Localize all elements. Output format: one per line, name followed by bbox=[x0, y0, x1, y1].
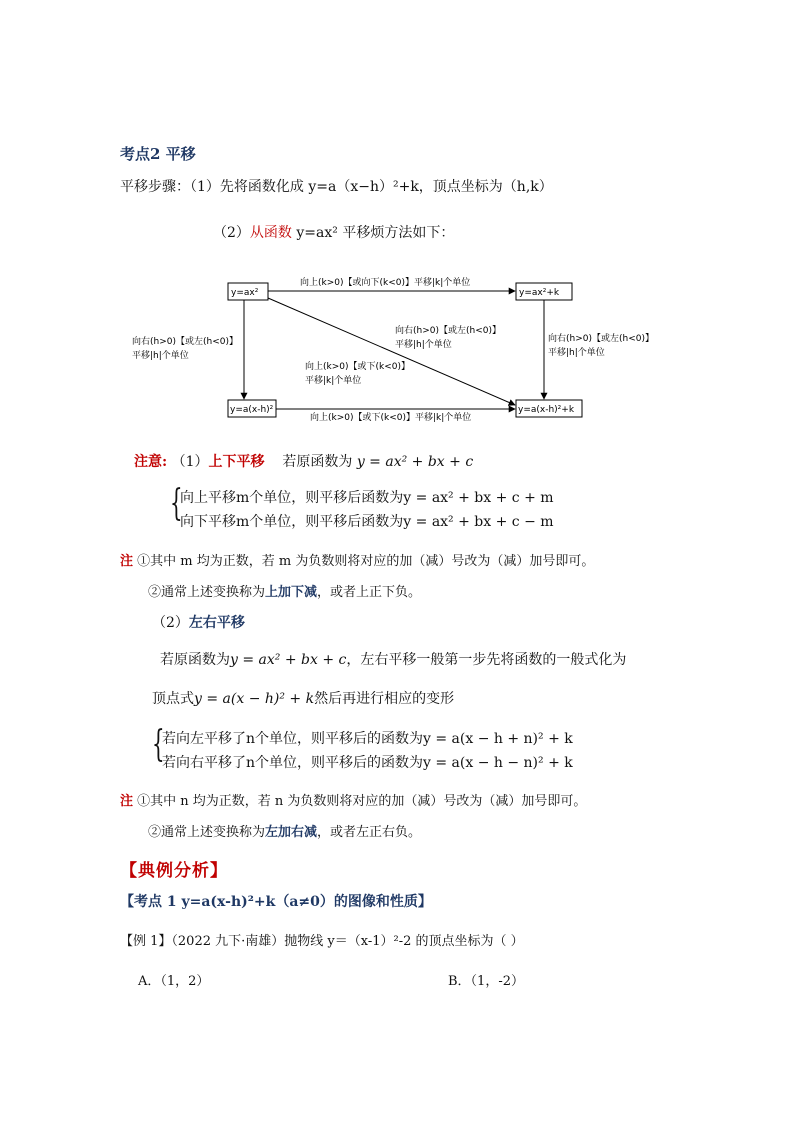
arrow-diagonal bbox=[268, 298, 515, 405]
remark3-label: 注 bbox=[120, 794, 134, 809]
brace-group-vertical bbox=[170, 483, 590, 536]
remark1-text: ①其中 m 均为正数，若 m 为负数则将对应的加（减）号改为（减）加号即可。 bbox=[137, 554, 595, 569]
para1-line bbox=[160, 649, 626, 669]
label-diag-2: 平移|h|个单位 bbox=[395, 340, 452, 350]
note1-line bbox=[134, 451, 473, 471]
label-right-1: 向右(h>0)【或左(h<0)】 bbox=[548, 334, 654, 344]
note2-num: （2） bbox=[152, 615, 189, 631]
left-brace-icon: { bbox=[170, 483, 183, 524]
remark1-line bbox=[120, 550, 594, 569]
remark4-line bbox=[148, 821, 421, 840]
note1-formula: y = ax² + bx + c bbox=[356, 454, 474, 470]
step2-red: 从函数 bbox=[249, 225, 292, 241]
remark4-suffix: ，或者左正右负。 bbox=[317, 825, 422, 840]
box-bottom-left-label: y=a(x-h)² bbox=[230, 405, 274, 415]
brace-group-horizontal bbox=[152, 724, 592, 777]
brace2-line1: 若向左平移了n个单位，则平移后的函数为y = a(x − h + n)² + k bbox=[162, 731, 573, 747]
para1-suffix: ，左右平移一般第一步先将函数的一般式化为 bbox=[346, 652, 627, 668]
para2-suffix: 然后再进行相应的变形 bbox=[314, 691, 455, 707]
label-right-2: 平移|h|个单位 bbox=[548, 348, 605, 358]
label-left-1: 向右(h>0)【或左(h<0)】 bbox=[132, 337, 238, 347]
brace2-line2: 若向右平移了n个单位，则平移后的函数为y = a(x − h − n)² + k bbox=[162, 755, 573, 771]
box-bottom-right-label: y=a(x-h)²+k bbox=[518, 405, 575, 415]
step1-text: 平移步骤：（1）先将函数化成 y=a（x−h）²+k，顶点坐标为（h,k） bbox=[120, 179, 553, 195]
remark2-bold: 上加下减 bbox=[265, 585, 318, 600]
note2-title: 左右平移 bbox=[188, 615, 245, 631]
label-left-2: 平移|h|个单位 bbox=[132, 351, 189, 361]
remark3-line bbox=[120, 790, 586, 809]
box-top-right-label: y=ax²+k bbox=[519, 288, 560, 298]
remark4-prefix: ②通常上述变换称为 bbox=[148, 825, 266, 840]
step2-rest: y=ax² 平移烦方法如下： bbox=[291, 225, 455, 241]
label-diag-3: 向上(k>0)【或下(k<0)】 bbox=[305, 362, 411, 372]
remark2-line bbox=[148, 581, 421, 600]
option-a: A．（1，2） bbox=[138, 974, 210, 989]
remark4-bold: 左加右减 bbox=[265, 825, 318, 840]
remark1-label: 注 bbox=[120, 554, 134, 569]
example-analysis-header: 【典例分析】 bbox=[120, 861, 228, 881]
note1-text: 若原函数为 bbox=[282, 454, 353, 470]
example1-question: 【例 1】（2022 九下·南雄）抛物线 y＝（x-1）²-2 的顶点坐标为（ ） bbox=[120, 934, 524, 949]
brace1-line1: 向上平移m个单位，则平移后函数为y = ax² + bx + c + m bbox=[180, 490, 554, 506]
note2-line bbox=[152, 612, 245, 632]
step2-prefix: （2） bbox=[213, 225, 250, 241]
label-diag-1: 向右(h>0)【或左(h<0)】 bbox=[395, 326, 501, 336]
para2-prefix: 顶点式 bbox=[152, 691, 194, 707]
translation-diagram bbox=[120, 262, 654, 430]
note1-num: （1） bbox=[171, 454, 209, 470]
box-top-left-label: y=ax² bbox=[231, 288, 259, 298]
remark3-text: ①其中 n 均为正数，若 n 为负数则将对应的加（减）号改为（减）加号即可。 bbox=[137, 794, 587, 809]
para1-formula: y = ax² + bx + c bbox=[230, 652, 347, 668]
remark2-suffix: ，或者上正下负。 bbox=[317, 585, 422, 600]
brace1-line2: 向下平移m个单位，则平移后函数为y = ax² + bx + c − m bbox=[180, 514, 554, 530]
note1-title: 上下平移 bbox=[208, 454, 265, 470]
para2-line bbox=[152, 688, 454, 708]
section-title: 考点2 平移 bbox=[120, 145, 196, 163]
label-top: 向上(k>0)【或向下(k<0)】平移|k|个单位 bbox=[300, 278, 471, 288]
option-b: B．（1，-2） bbox=[448, 974, 524, 989]
kaodian1-title: 【考点 1 y=a(x-h)²+k（a≠0）的图像和性质】 bbox=[120, 894, 432, 910]
remark2-prefix: ②通常上述变换称为 bbox=[148, 585, 266, 600]
label-bottom: 向上(k>0)【或下(k<0)】平移|k|个单位 bbox=[310, 413, 472, 423]
para1-prefix: 若原函数为 bbox=[160, 652, 230, 668]
left-brace-icon: { bbox=[152, 724, 165, 765]
label-diag-4: 平移|k|个单位 bbox=[305, 376, 362, 386]
para2-formula: y = a(x − h)² + k bbox=[194, 691, 315, 707]
note1-label: 注意: bbox=[134, 454, 168, 470]
step2-text bbox=[213, 222, 454, 242]
